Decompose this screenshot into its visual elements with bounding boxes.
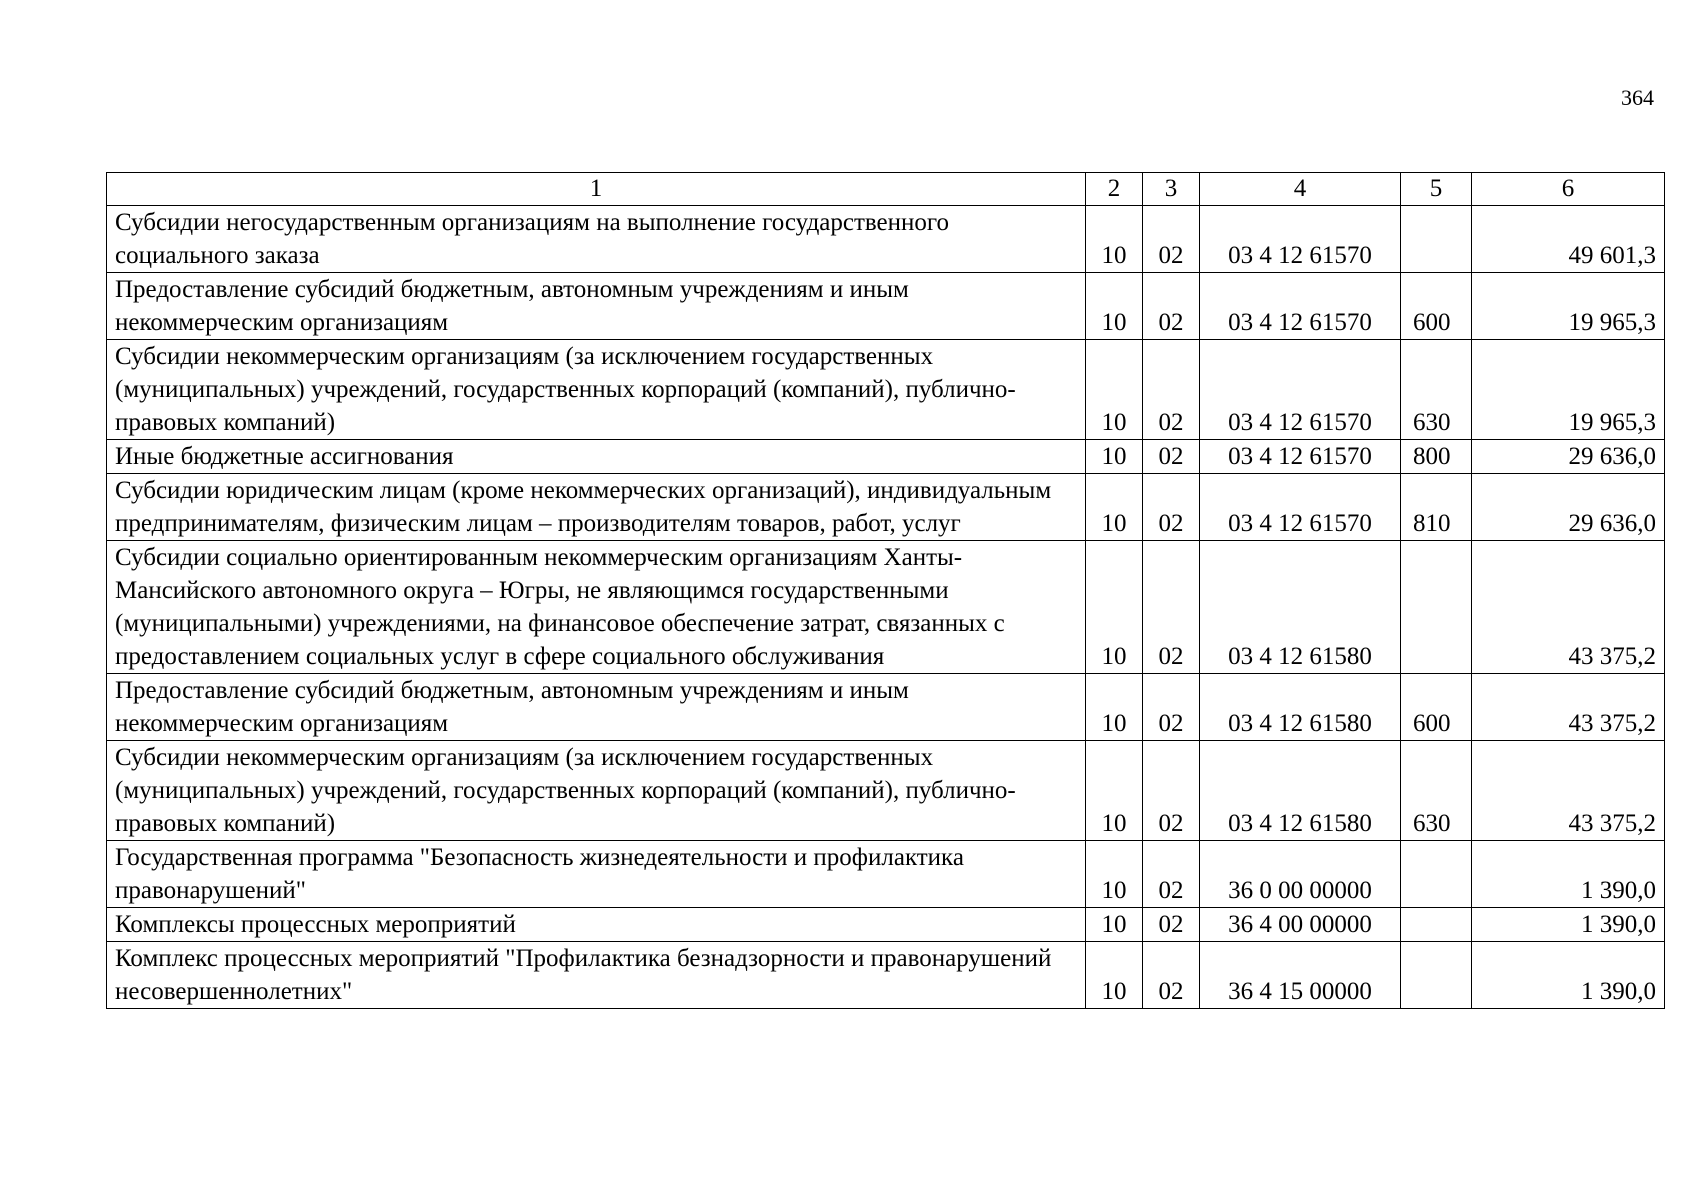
row-subsection: 02 xyxy=(1143,908,1200,942)
row-expense-type xyxy=(1401,541,1472,674)
row-expense-type: 630 xyxy=(1401,340,1472,440)
row-name: Комплекс процессных мероприятий "Профилактика безнадзорности и правонарушений несовершеннолетних" xyxy=(107,942,1086,1009)
row-section: 10 xyxy=(1086,741,1143,841)
row-target-code: 03 4 12 61570 xyxy=(1200,206,1401,273)
header-cell: 4 xyxy=(1200,173,1401,206)
header-cell: 5 xyxy=(1401,173,1472,206)
row-section: 10 xyxy=(1086,541,1143,674)
row-name: Субсидии некоммерческим организациям (за исключением государственных (муниципальных) учреждений, государственных корпораций (компаний), публично-правовых компаний) xyxy=(107,340,1086,440)
row-subsection: 02 xyxy=(1143,206,1200,273)
table-row xyxy=(107,440,1665,474)
row-expense-type: 810 xyxy=(1401,474,1472,541)
row-target-code: 36 4 15 00000 xyxy=(1200,942,1401,1009)
header-cell: 6 xyxy=(1472,173,1665,206)
table-row xyxy=(107,674,1665,741)
row-section: 10 xyxy=(1086,474,1143,541)
row-expense-type xyxy=(1401,908,1472,942)
row-name: Предоставление субсидий бюджетным, автономным учреждениям и иным некоммерческим организациям xyxy=(107,674,1086,741)
row-target-code: 03 4 12 61580 xyxy=(1200,741,1401,841)
row-expense-type: 630 xyxy=(1401,741,1472,841)
row-subsection: 02 xyxy=(1143,273,1200,340)
row-amount: 1 390,0 xyxy=(1472,908,1665,942)
row-subsection: 02 xyxy=(1143,942,1200,1009)
row-expense-type xyxy=(1401,206,1472,273)
table-row xyxy=(107,541,1665,674)
row-target-code: 03 4 12 61570 xyxy=(1200,474,1401,541)
page-number: 364 xyxy=(1621,85,1654,110)
row-expense-type: 800 xyxy=(1401,440,1472,474)
row-amount: 29 636,0 xyxy=(1472,440,1665,474)
header-cell: 2 xyxy=(1086,173,1143,206)
row-section: 10 xyxy=(1086,942,1143,1009)
row-expense-type: 600 xyxy=(1401,273,1472,340)
table-row xyxy=(107,841,1665,908)
row-amount: 43 375,2 xyxy=(1472,541,1665,674)
table-row xyxy=(107,340,1665,440)
header-cell: 1 xyxy=(107,173,1086,206)
row-target-code: 03 4 12 61570 xyxy=(1200,340,1401,440)
row-name: Субсидии негосударственным организациям на выполнение государственного социального заказа xyxy=(107,206,1086,273)
row-name: Субсидии социально ориентированным некоммерческим организациям Ханты-Мансийского автономного округа – Югры, не являющимся государственными (муниципальными) учреждениями, на финансовое обеспечение затрат, связанных с предоставлением социальных услуг в сфере социального обслуживания xyxy=(107,541,1086,674)
row-section: 10 xyxy=(1086,908,1143,942)
row-section: 10 xyxy=(1086,206,1143,273)
table-row xyxy=(107,908,1665,942)
row-amount: 1 390,0 xyxy=(1472,942,1665,1009)
row-section: 10 xyxy=(1086,674,1143,741)
row-expense-type xyxy=(1401,942,1472,1009)
table-row xyxy=(107,942,1665,1009)
row-section: 10 xyxy=(1086,340,1143,440)
table-row xyxy=(107,741,1665,841)
row-expense-type xyxy=(1401,841,1472,908)
row-subsection: 02 xyxy=(1143,440,1200,474)
table-header-row xyxy=(107,173,1665,206)
row-subsection: 02 xyxy=(1143,340,1200,440)
row-amount: 29 636,0 xyxy=(1472,474,1665,541)
row-section: 10 xyxy=(1086,841,1143,908)
row-target-code: 36 0 00 00000 xyxy=(1200,841,1401,908)
row-target-code: 03 4 12 61580 xyxy=(1200,541,1401,674)
row-name: Комплексы процессных мероприятий xyxy=(107,908,1086,942)
row-amount: 43 375,2 xyxy=(1472,674,1665,741)
row-subsection: 02 xyxy=(1143,474,1200,541)
table-row xyxy=(107,273,1665,340)
row-subsection: 02 xyxy=(1143,741,1200,841)
row-subsection: 02 xyxy=(1143,674,1200,741)
budget-table xyxy=(106,172,1665,1009)
row-name: Иные бюджетные ассигнования xyxy=(107,440,1086,474)
row-expense-type: 600 xyxy=(1401,674,1472,741)
row-name: Предоставление субсидий бюджетным, автономным учреждениям и иным некоммерческим организациям xyxy=(107,273,1086,340)
row-target-code: 03 4 12 61580 xyxy=(1200,674,1401,741)
row-target-code: 36 4 00 00000 xyxy=(1200,908,1401,942)
row-name: Субсидии юридическим лицам (кроме некоммерческих организаций), индивидуальным предпринимателям, физическим лицам – производителям товаров, работ, услуг xyxy=(107,474,1086,541)
row-subsection: 02 xyxy=(1143,841,1200,908)
row-subsection: 02 xyxy=(1143,541,1200,674)
row-target-code: 03 4 12 61570 xyxy=(1200,273,1401,340)
row-amount: 49 601,3 xyxy=(1472,206,1665,273)
row-amount: 19 965,3 xyxy=(1472,340,1665,440)
header-cell: 3 xyxy=(1143,173,1200,206)
row-section: 10 xyxy=(1086,273,1143,340)
row-name: Субсидии некоммерческим организациям (за исключением государственных (муниципальных) учреждений, государственных корпораций (компаний), публично-правовых компаний) xyxy=(107,741,1086,841)
row-name: Государственная программа "Безопасность жизнедеятельности и профилактика правонарушений" xyxy=(107,841,1086,908)
row-amount: 19 965,3 xyxy=(1472,273,1665,340)
row-target-code: 03 4 12 61570 xyxy=(1200,440,1401,474)
row-amount: 1 390,0 xyxy=(1472,841,1665,908)
table-row xyxy=(107,474,1665,541)
table-row xyxy=(107,206,1665,273)
row-amount: 43 375,2 xyxy=(1472,741,1665,841)
row-section: 10 xyxy=(1086,440,1143,474)
